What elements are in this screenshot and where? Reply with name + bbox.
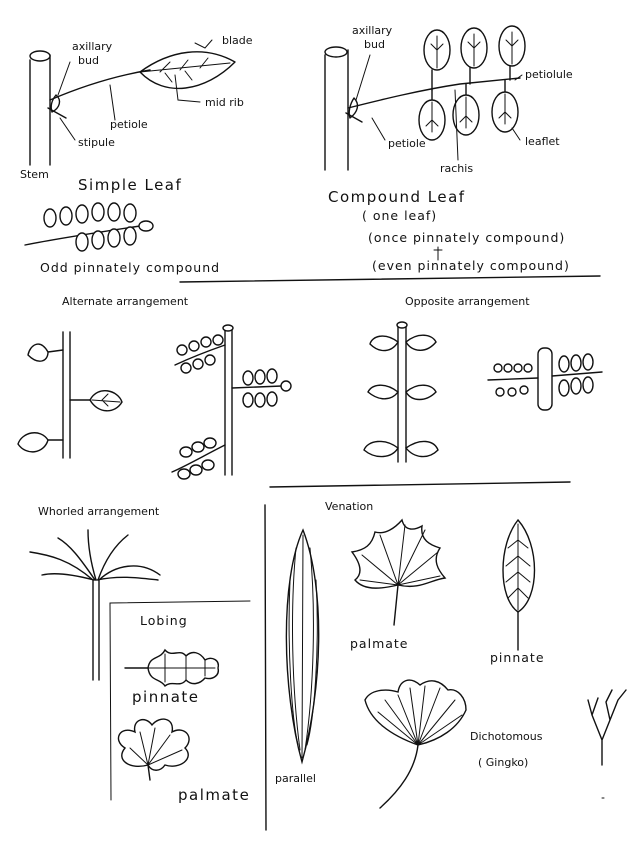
label-petiole-1: petiole [110, 118, 148, 131]
alternate-compound-figure [172, 325, 291, 479]
leader-axillary-bud-1 [58, 62, 70, 95]
label-alternate-arrangement: Alternate arrangement [62, 295, 189, 308]
label-axillary-bud-2-line2: bud [364, 38, 385, 51]
label-odd-pinnately-compound: Odd pinnately compound [40, 260, 221, 275]
label-dichotomous: Dichotomous [470, 730, 543, 743]
parallel-venation-figure [286, 530, 318, 762]
leader-petiolule [515, 75, 522, 80]
divider-vertical [265, 505, 266, 830]
label-gingko: ( Gingko) [478, 756, 529, 769]
label-lobing-palmate: palmate [178, 786, 251, 804]
whorled-figure [30, 530, 160, 680]
label-compound-leaf: Compound Leaf [328, 188, 466, 206]
label-stipule: stipule [78, 136, 115, 149]
opposite-compound-figure [488, 348, 602, 410]
label-opposite-arrangement: Opposite arrangement [405, 295, 530, 308]
label-venation-palmate: palmate [350, 636, 409, 651]
label-one-leaf: ( one leaf) [362, 208, 438, 223]
label-lobing-pinnate: pinnate [132, 688, 200, 706]
label-blade: blade [222, 34, 253, 47]
label-midrib: mid rib [205, 96, 244, 109]
divider-horizontal-2 [270, 482, 570, 487]
label-axillary-bud-1-line2: bud [78, 54, 99, 67]
divider-lobing-left [110, 603, 111, 800]
leader-petiole-2 [372, 118, 385, 140]
gingko-figure [365, 680, 466, 808]
label-venation: Venation [325, 500, 374, 513]
label-axillary-bud-2-line1: axillary [352, 24, 393, 37]
label-petiolule: petiolule [525, 68, 573, 81]
label-leaflet: leaflet [525, 135, 560, 148]
label-axillary-bud-1-line1: axillary [72, 40, 113, 53]
leader-blade [195, 40, 212, 48]
palmate-lobing-figure [118, 719, 189, 780]
odd-pinnate-figure [25, 203, 153, 251]
palmate-venation-figure [352, 520, 445, 625]
divider-horizontal-1 [180, 276, 600, 282]
pinnate-lobing-figure [125, 650, 218, 686]
leader-axillary-bud-2 [356, 55, 370, 100]
label-rachis: rachis [440, 162, 474, 175]
leader-petiole-1 [110, 85, 115, 120]
dichotomous-branch-figure [588, 690, 626, 765]
label-once-pinnately: (once pinnately compound) [368, 230, 566, 245]
label-even-pinnately: (even pinnately compound) [372, 258, 570, 273]
leader-stipule [60, 118, 75, 140]
leader-leaflet [512, 128, 520, 140]
label-whorled-arrangement: Whorled arrangement [38, 505, 160, 518]
pinnate-venation-figure [503, 520, 535, 650]
label-stem: Stem [20, 168, 49, 181]
label-venation-pinnate: pinnate [490, 650, 545, 665]
alternate-simple-figure [18, 332, 122, 458]
divider-lobing-top [110, 601, 250, 603]
label-petiole-2: petiole [388, 137, 426, 150]
label-lobing: Lobing [140, 613, 188, 628]
label-simple-leaf: Simple Leaf [78, 176, 183, 194]
opposite-simple-figure [364, 322, 438, 462]
label-parallel: parallel [275, 772, 316, 785]
